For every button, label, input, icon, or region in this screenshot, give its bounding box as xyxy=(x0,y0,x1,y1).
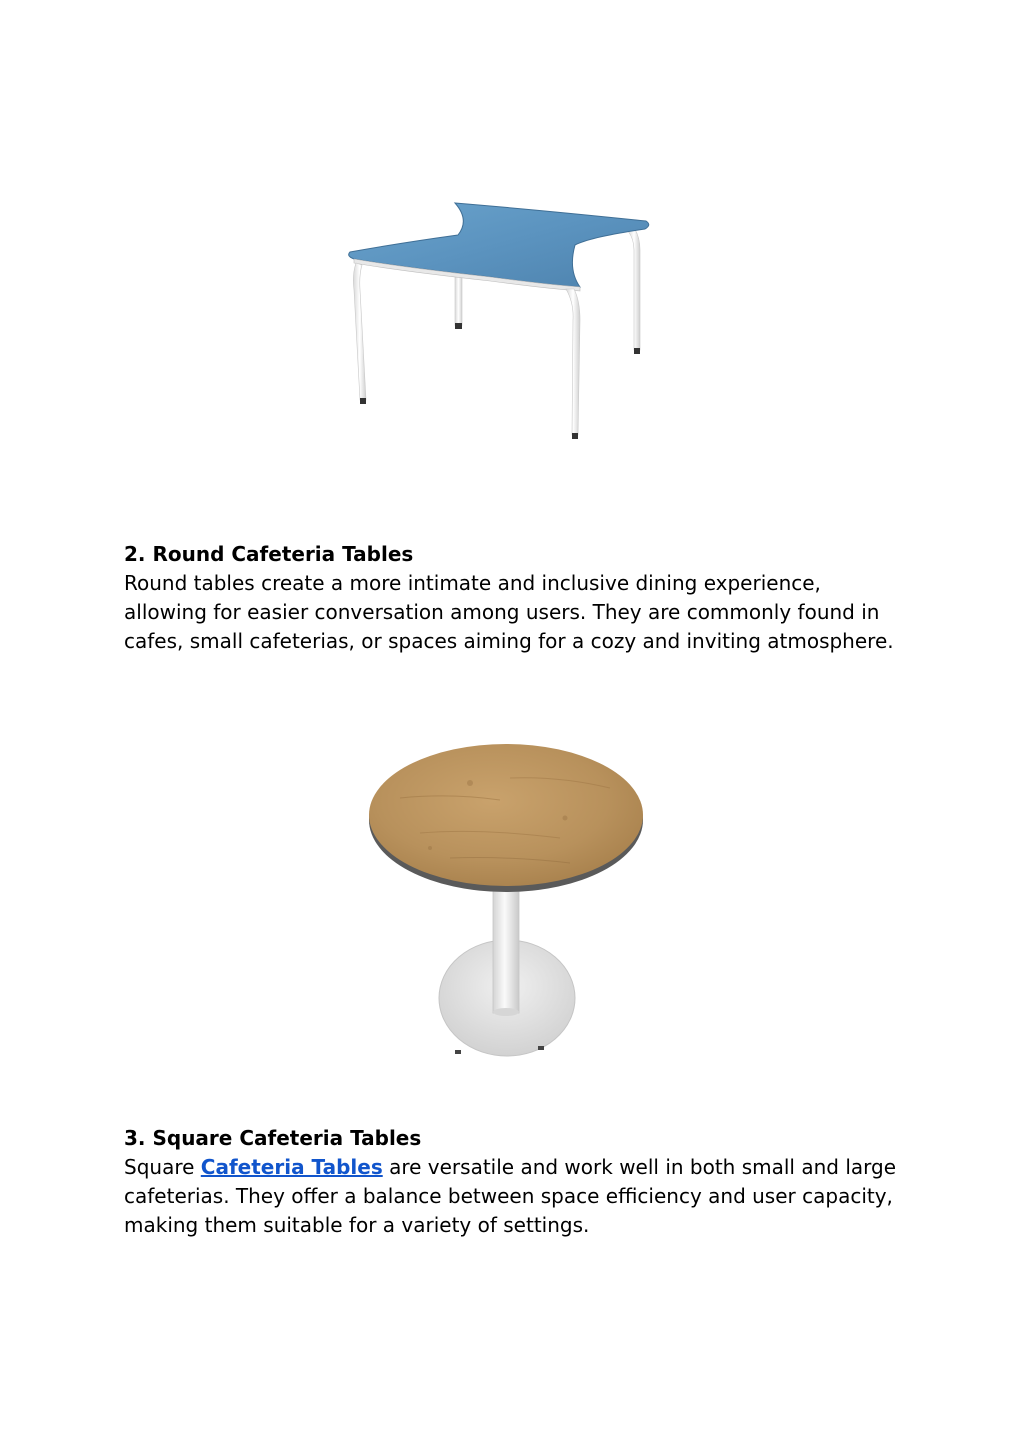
body-suffix: are versatile and work well in both small and large cafeterias. They offer a balance between space efficiency and user capacity, making them suitable for a variety of settings. xyxy=(124,1155,897,1237)
section-body xyxy=(124,1153,904,1240)
section-heading: 2. Round Cafeteria Tables xyxy=(124,542,414,566)
blue-square-table-image xyxy=(340,195,660,445)
body-prefix: Square xyxy=(124,1155,201,1179)
cafeteria-tables-link[interactable]: Cafeteria Tables xyxy=(200,1155,383,1179)
round-tables-section xyxy=(124,540,904,656)
round-pedestal-table-image xyxy=(360,738,655,1058)
square-tables-section xyxy=(124,1124,904,1240)
section-heading: 3. Square Cafeteria Tables xyxy=(124,1126,422,1150)
section-body: Round tables create a more intimate and inclusive dining experience, allowing for easier conversation among users. They are commonly found in cafes, small cafeterias, or spaces aiming for a cozy and inviting atmosphere. xyxy=(124,571,894,653)
